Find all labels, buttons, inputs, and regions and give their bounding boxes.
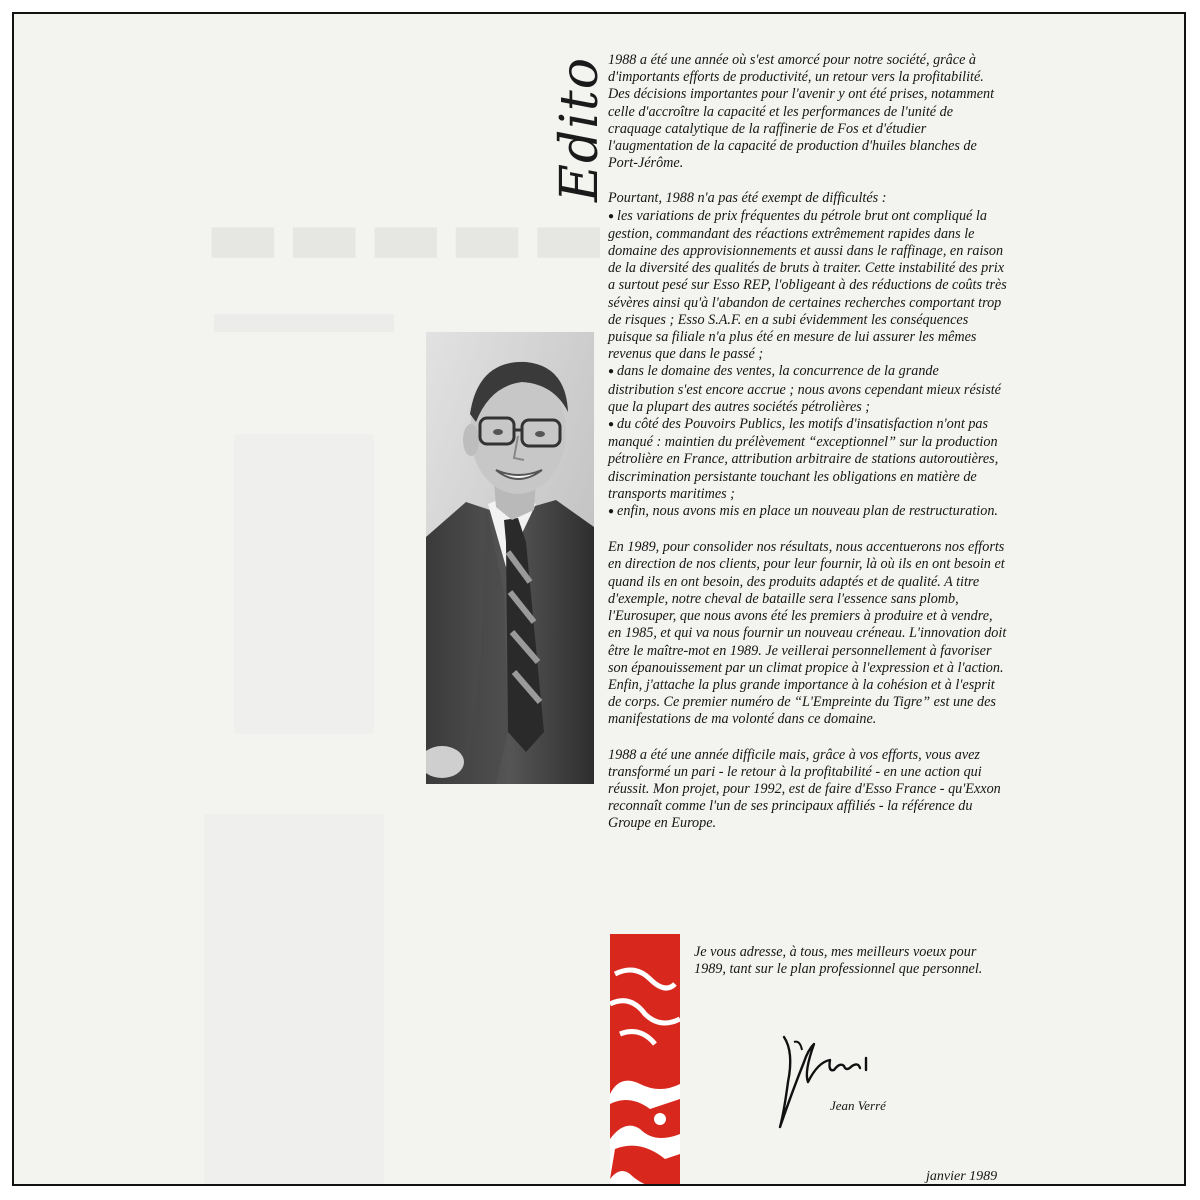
show-through-block xyxy=(214,314,394,332)
list-item: ● enfin, nous avons mis en place un nouveau plan de restructuration. xyxy=(608,503,1008,521)
list-item: ● les variations de prix fréquentes du pétrole brut ont compliqué la gestion, commandant des réactions extrêmement rapides dans le domaine des approvisionnements et aussi dans le raffinage, en raison de la diversité des qualités de bruts à traiter. Cette instabilité des prix a surtout pesé sur Esso REP, l'obligeant à des réductions de coûts très sévères ainsi qu'à l'abandon de certaines recherches comportant trop de risques ; Esso S.A.F. en a subi évidemment les conséquences puisque sa filiale n'a plus été en mesure de lui assurer les mêmes revenus que dans le passé ; xyxy=(608,208,1008,364)
signature-name: Jean Verré xyxy=(830,1098,886,1113)
portrait-photo xyxy=(426,332,594,784)
tiger-strip-graphic xyxy=(610,934,680,1186)
paragraph-intro: 1988 a été une année où s'est amorcé pour notre société, grâce à d'importants efforts de productivité, un retour vers la profitabilité. Des décisions importantes pour l'avenir y ont été prises, notamment celle d'accroître la capacité et les performances de l'unité de craquage catalytique de la raffinerie de Fos et d'étudier l'augmentation de la capacité de production d'huiles blanches de Port-Jérôme. xyxy=(608,52,995,172)
paragraph-conclusion: 1988 a été une année difficile mais, grâce à vos efforts, vous avez transformé un pari - le retour à la profitabilité - en une action qui réussit. Mon projet, pour 1992, est de faire d'Esso France - qu'Exxon reconnaît comme l'un de ses principaux affiliés - la référence du Groupe en Europe. xyxy=(608,746,1001,832)
list-item: ● du côté des Pouvoirs Publics, les motifs d'insatisfaction n'ont pas manqué : maintien du prélèvement “exceptionnel” sur la production pétrolière en France, attribution arbitraire de stations autoroutières, discrimination persistante touchant les obligations en matière de transports maritimes ; xyxy=(608,416,1008,503)
show-through-block xyxy=(204,814,384,1186)
issue-date: janvier 1989 xyxy=(926,1169,998,1184)
paragraph-1989: En 1989, pour consolider nos résultats, nous accentuerons nos efforts en direction de nos clients, pour leur fournir, là où ils en ont besoin et quand ils en ont besoin, des produits adaptés et de qualité. A titre d'exemple, notre cheval de bataille sera l'essence sans plomb, l'Eurosuper, que nous avons été les premiers à produire et à vendre, en 1985, et qui va nous fournir un nouveau créneau. L'innovation doit être le maître-mot en 1989. Je veillerai personnellement à favoriser son épanouissement par un climat propice à l'expression et à l'action. Enfin, j'attache la plus grande importance à la cohésion et à l'esprit de corps. Ce premier numéro de “L'Empreinte du Tigre” est une des manifestations de ma volonté dans ce domaine. xyxy=(608,539,1007,728)
difficulties-list xyxy=(608,208,1008,522)
editorial-text xyxy=(608,52,1008,851)
show-through-ghost: ▬▬▬▬▬ xyxy=(204,189,612,284)
show-through-block xyxy=(234,434,374,734)
list-item: ● dans le domaine des ventes, la concurrence de la grande distribution s'est encore accrue ; nous avons cependant mieux résisté que la plupart des autres sociétés pétrolières ; xyxy=(608,363,1008,416)
handwritten-signature xyxy=(774,1032,894,1132)
closing-wishes: Je vous adresse, à tous, mes meilleurs voeux pour 1989, tant sur le plan professionnel que personnel. xyxy=(694,944,983,978)
paragraph-difficulties: Pourtant, 1988 n'a pas été exempt de difficultés : xyxy=(608,190,887,207)
page-title: Edito xyxy=(550,56,610,202)
page xyxy=(12,12,1186,1186)
